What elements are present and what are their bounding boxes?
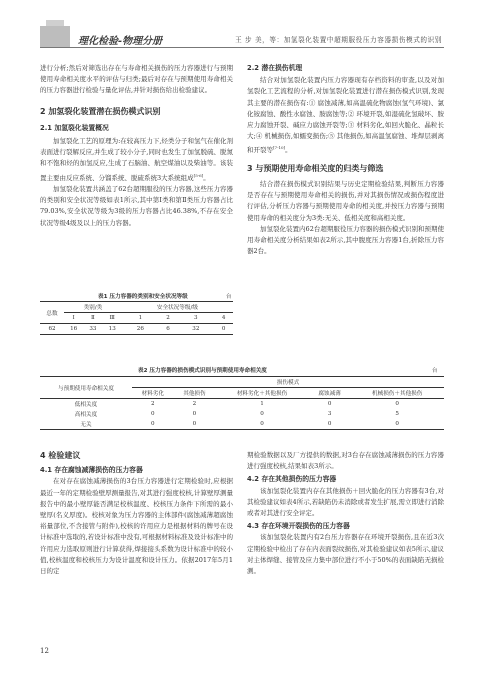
paragraph-damage-mechanisms: 结合对加氢裂化装置内压力容器现有存档资料的审查,以及对加氢裂化工艺流程的分析,对加氢裂化装置进行潜在损伤模式识别,发现其主要的潜在损伤有:① 腐蚀减薄,如高温硫化物腐蚀(氢气环境)、氯化铵腐蚀、酸性水腐蚀、胺腐蚀等;② 环境开裂,如湿硫化氢破坏、胺应力腐蚀开裂、碱应力腐蚀开裂等;③ 材料劣化,如回火脆化、晶粒长大;④ 机械损伤,如蠕变损伤;⑤ 其他损伤,如高温氢腐蚀、堆焊层剥离和开裂等[7-10]。: [247, 76, 444, 155]
journal-logo-block: [40, 26, 70, 48]
table-2-cell: 0: [151, 411, 155, 417]
paragraph-other-damage: 该加氢裂化装置内存在其他损伤＋回火脆化的压力容器有3台,对其检验建议如表4所示,若缺陷仍未消除或者发生扩展,需立即进行消除或者对其进行安全评定。: [247, 486, 444, 518]
section-2-heading: 2 加氢裂化装置潜在损伤模式识别: [40, 106, 161, 116]
table-2-cell: 0: [192, 421, 197, 427]
table-row: [40, 399, 444, 410]
table-2-unit: 台: [432, 368, 438, 374]
section-2-2-heading: 2.2 潜在损伤机理: [247, 64, 303, 72]
table-2-row-label: 无关: [80, 422, 92, 428]
page-header: [0, 0, 480, 48]
table-2-cell: 0: [327, 421, 332, 427]
intro-paragraph: 进行分析;然后对筛选出存在与寿命相关损伤的压力容器进行与预期使用寿命相关度水平的评估与归类;最后对存在与预期使用寿命相关的压力容器进行检验与量化评估,并针对损伤给出检验建议。: [40, 64, 233, 95]
paragraph-vessel-stats: 加氢裂化装置共涵盖了62台超期服役的压力容器,这些压力容器的类别和安全状况等级如表1所示,其中第Ⅰ类和第Ⅱ类压力容器占比79.03%,安全状况等级为3级的压力容器占比46.38%,不存在安全状况等级4级及以上的压力容器。: [40, 184, 233, 227]
table-1-col-header: 4: [221, 315, 226, 321]
table-1-col-header: Ⅲ: [109, 315, 115, 321]
table-2-col-header: 机械损伤＋其他损伤: [372, 391, 423, 397]
table-2-cell: 2: [192, 401, 197, 407]
table-1-col-header: 3: [194, 315, 198, 321]
table-1-cell: 62: [48, 326, 56, 332]
table-2-cell: 0: [260, 421, 264, 427]
section-4-3-heading: 4.3 存在环境开裂损伤的压力容器: [247, 522, 350, 531]
section-4-heading: 4 检验建议: [40, 451, 81, 460]
table-1-cell: 26: [136, 326, 144, 332]
paragraph-corrosion-check: 在对存在腐蚀减薄损伤的3台压力容器进行定期检验时,应根据最近一年的定期检验壁厚测量报告,对其进行强度校核,计算壁厚测量报告中的最小壁厚能否满足校核温度、校核压力条件下所需的最小壁厚(名义厚度)。校核对象为压力容器的主体部件(腐蚀减薄超腐蚀裕量部位,不含接管与附件),校核的许用应力是根据材料的牌号在设计标准中选取的,若设计标准中没有,可根据材料标准及设计标准中的许用应力选取原则进行计算获得,焊接接头系数为设计标准中的较小值,校核温度和校核压力为设计温度和设计压力。依据2017年5月1日的定: [40, 477, 233, 576]
table-row: [40, 409, 444, 419]
table-2-cell: 2: [151, 401, 155, 407]
table-1-cell: 6: [166, 326, 170, 332]
page-number: 12: [40, 647, 49, 655]
table-2-col-header: 材料劣化: [141, 391, 164, 397]
table-1-col-header: Ⅱ: [91, 315, 95, 321]
table-1-cell: 0: [221, 326, 226, 332]
table-2-cell: 3: [327, 411, 332, 417]
section-2-1-heading: 2.1 加氢裂化装置概况: [40, 123, 109, 132]
table-1: [40, 301, 233, 335]
paragraph-process: 加氢裂化工艺的原理为:在较高压力下,烃类分子和氢气在催化剂表面进行裂解反应,并生成了较小分子,同时也发生了加氢脱硫、脱氮和不饱和烃的加氢反应,生成了石脑油、航空煤油以及柴油等。该装置主要由反应系统、分馏系统、脱硫系统3大系统组成[5-6]。: [40, 137, 233, 182]
table-1-col-header: 1: [138, 315, 143, 321]
table-2-caption: 表2 压力容器的损伤模式识别与预期使用寿命相关度: [138, 368, 267, 374]
table-2: [40, 376, 444, 430]
section-4-1-heading: 4.1 存在腐蚀减薄损伤的压力容器: [40, 466, 143, 475]
journal-logo-text: 理化检验-物理分册: [78, 36, 163, 47]
table-2-cell: 1: [260, 401, 264, 407]
right-column-top: [247, 63, 444, 257]
table-1-safety-header: 安全状况等级/级: [122, 302, 233, 313]
paragraph-classification: 结合潜在损伤模式识别结果与历史定期检验结果,判断压力容器是否存在与预期使用寿命相关的损伤,并对其损伤情况或损伤程度进行评估,分析压力容器与预期使用寿命的相关度,并按压力容器与预期使用寿命的相关度分为3类:无关、低相关度和高相关度。: [247, 179, 444, 222]
table-2-damage-mode-header: 损伤模式: [132, 377, 444, 388]
left-column-top: [40, 63, 233, 229]
table-1-unit: 台: [226, 294, 232, 300]
table-2-cell: 0: [395, 421, 399, 427]
paragraph-table3-ref: 期检验数据以及厂方提供的数据,对3台存在腐蚀减薄损伤的压力容器进行强度校核,结果如表3所示。: [247, 451, 444, 471]
table-2-col-header: 腐蚀减薄: [318, 391, 341, 397]
table-1-category-header: 类别/类: [64, 302, 122, 313]
table-1-caption: 表1 压力容器的类别和安全状况等级: [98, 294, 188, 300]
table-1-cell: 32: [192, 326, 200, 332]
table-1-col-header: Ⅰ: [72, 315, 75, 321]
section-4-2-heading: 4.2 存在其他损伤的压力容器: [247, 475, 337, 484]
paragraph-table2-intro: 加氢裂化装置内62台超期服役压力容器的损伤模式识别和预期使用寿命相关度分析结果如表2所示,其中腹度压力容器1台,折除压力容器2台。: [247, 224, 444, 256]
table-2-relevance-header: 与预期使用寿命相关度: [40, 377, 132, 399]
paragraph-environmental-cracking: 该加氢裂化装置内有2台压力容器存在环境开裂损伤,且在近3次定期检验中检出了存在内表面裂纹损伤,对其检验建议如表5所示,建议对主体焊缝、接管及应力集中部位进行不小于50%的表面缺陷无损检测。: [247, 533, 444, 576]
table-1-cell: 16: [70, 326, 78, 332]
section-3-heading: 3 与预期使用寿命相关度的归类与筛选: [247, 163, 384, 173]
header-divider: [40, 47, 444, 48]
table-2-cell: 0: [395, 401, 399, 407]
left-column-bottom: [40, 450, 233, 577]
table-1-col-header: 2: [166, 315, 170, 321]
table-2-cell: 5: [395, 411, 399, 417]
table-2-col-header: 材料劣化＋其他损伤: [236, 391, 288, 397]
table-1-cell: 13: [108, 326, 116, 332]
table-1-cell: 33: [89, 326, 97, 332]
table-2-cell: 0: [260, 411, 264, 417]
running-title: 王 步 美，等：加氢裂化装置中超期服役压力容器损伤模式的识别: [235, 36, 442, 44]
table-2-row-label: 高相关度: [74, 412, 98, 418]
right-column-bottom: [247, 450, 444, 577]
table-2-cell: 0: [327, 401, 332, 407]
table-row: [40, 419, 444, 430]
table-2-col-header: 其他损伤: [183, 391, 206, 397]
table-2-cell: 0: [192, 411, 197, 417]
table-1-total-header: 总数: [40, 302, 64, 324]
table-2-row-label: 低相关度: [74, 402, 98, 408]
table-2-cell: 0: [151, 421, 155, 427]
